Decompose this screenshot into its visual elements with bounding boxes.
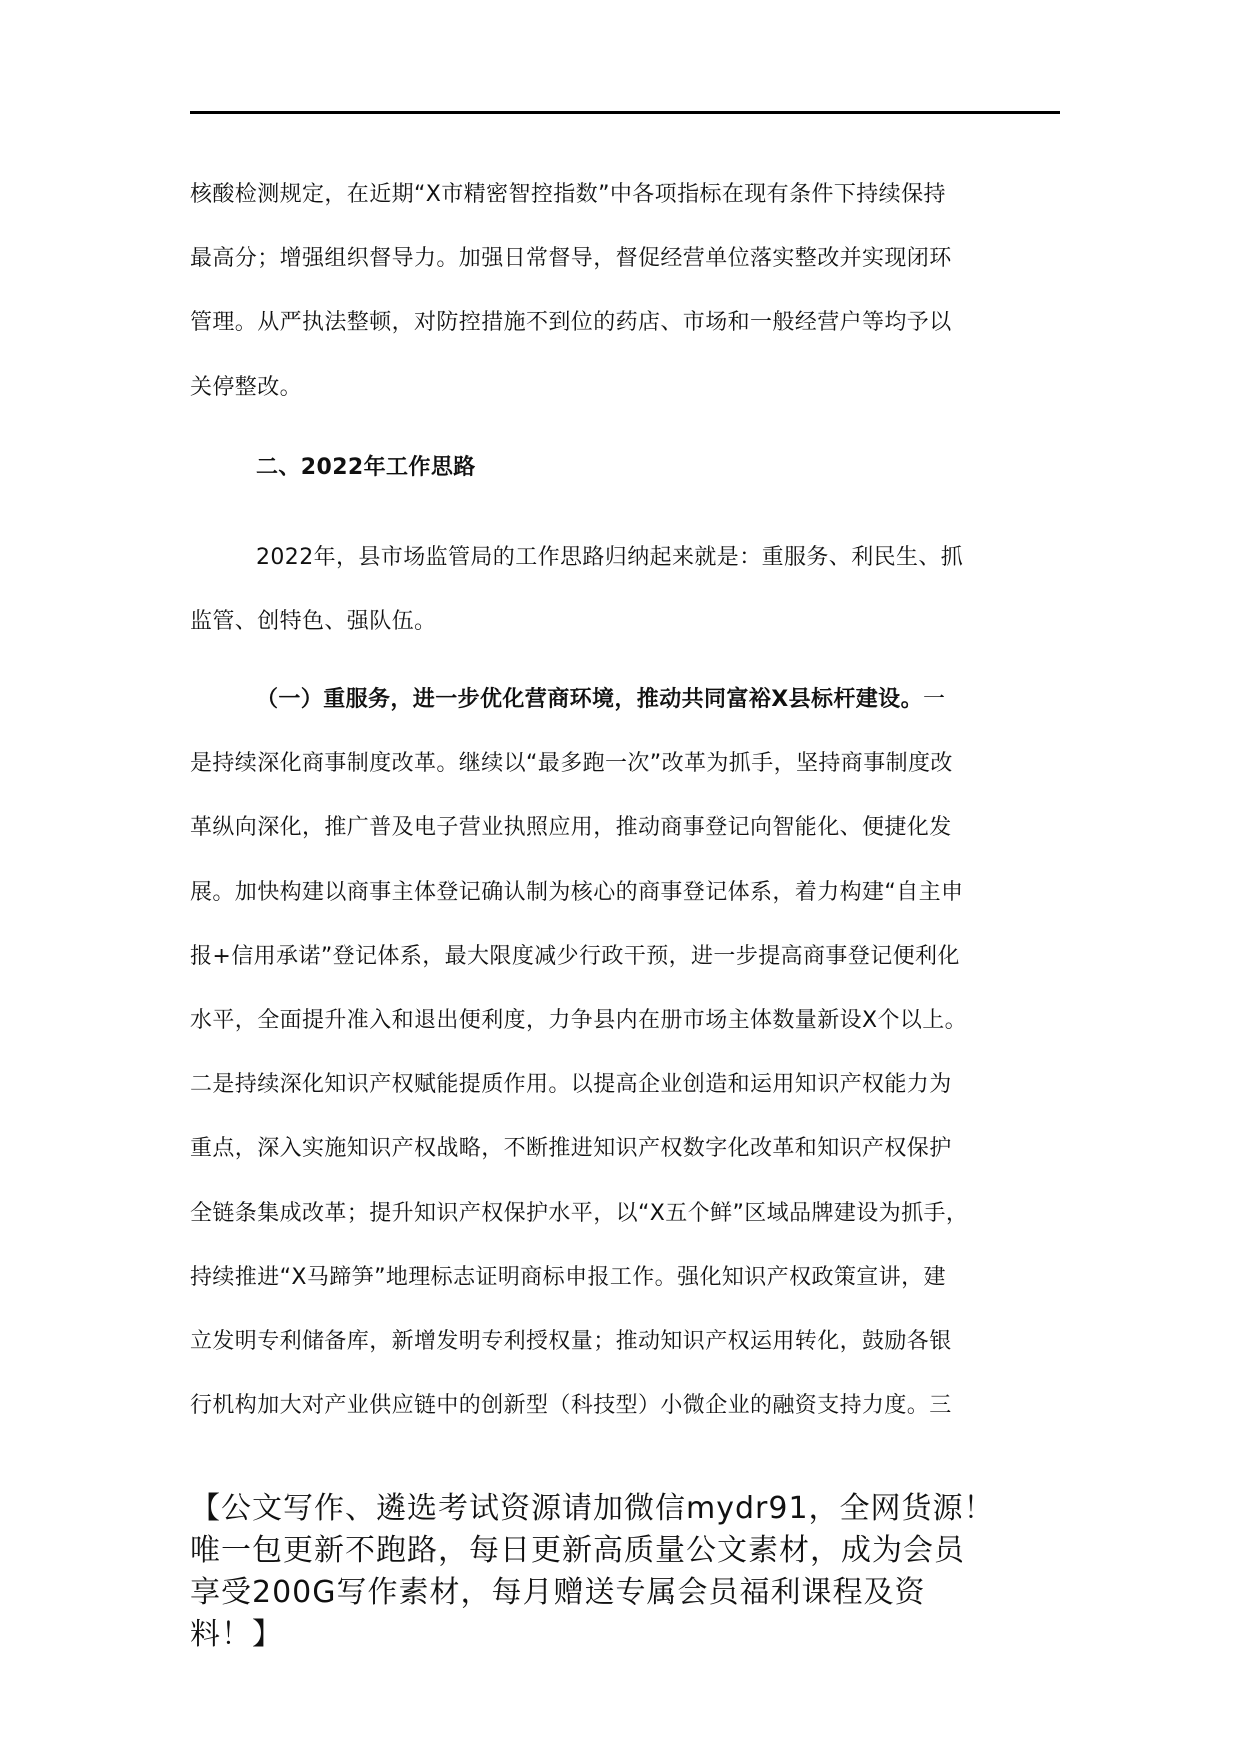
paragraph-line: 展。加快构建以商事主体登记确认制为核心的商事登记体系，着力构建“自主申: [190, 879, 964, 905]
promo-notice: [190, 1488, 1070, 1656]
paragraph-line: 水平，全面提升准入和退出便利度，力争县内在册市场主体数量新设X个以上。: [190, 1007, 968, 1033]
paragraph-line: 立发明专利储备库，新增发明专利授权量；推动知识产权运用转化，鼓励各银: [190, 1328, 952, 1354]
paragraph-line: 2022年，县市场监管局的工作思路归纳起来就是：重服务、利民生、抓: [256, 545, 964, 570]
notice-line: 【公文写作、遴选考试资源请加微信mydr91，全网货源！: [190, 1491, 995, 1526]
paragraph-summary: [190, 526, 1062, 654]
header-rule: [190, 111, 1060, 114]
paragraph-line: 全链条集成改革；提升知识产权保护水平，以“X五个鲜”区域品牌建设为抓手，: [190, 1200, 969, 1226]
notice-line: 享受200G写作素材，每月赠送专属会员福利课程及资: [190, 1575, 926, 1610]
paragraph-line: 是持续深化商事制度改革。继续以“最多跑一次”改革为抓手，坚持商事制度改: [190, 751, 953, 777]
paragraph-line: 核酸检测规定，在近期“X市精密智控指数”中各项指标在现有条件下持续保持: [190, 182, 946, 207]
paragraph-line: 关停整改。: [190, 374, 303, 400]
paragraph-line-tail: 一: [922, 687, 946, 712]
subsection-heading: （一）重服务，进一步优化营商环境，推动共同富裕X县标杆建设。: [256, 687, 923, 712]
section-heading-wrap: [190, 436, 1062, 500]
notice-line: 唯一包更新不跑路，每日更新高质量公文素材，成为会员: [190, 1533, 965, 1568]
paragraph-line: 革纵向深化，推广普及电子营业执照应用，推动商事登记向智能化、便捷化发: [190, 815, 952, 841]
paragraph-line: 重点，深入实施知识产权战略，不断推进知识产权数字化改革和知识产权保护: [190, 1136, 952, 1162]
paragraph-line: 管理。从严执法整顿，对防控措施不到位的药店、市场和一般经营户等均予以: [190, 310, 952, 336]
paragraph-service: [190, 668, 1062, 1438]
paragraph-line: 报+信用承诺”登记体系，最大限度减少行政干预，进一步提高商事登记便利化: [190, 943, 960, 969]
paragraph-line: 行机构加大对产业供应链中的创新型（科技型）小微企业的融资支持力度。三: [190, 1393, 952, 1419]
paragraph-line: 监管、创特色、强队伍。: [190, 609, 437, 635]
paragraph-first-line: [190, 668, 1062, 732]
paragraph-continuation: [190, 163, 1062, 420]
paragraph-line: 最高分；增强组织督导力。加强日常督导，督促经营单位落实整改并实现闭环: [190, 246, 952, 272]
notice-line: 料！】: [190, 1617, 283, 1652]
paragraph-line: 持续推进“X马蹄笋”地理标志证明商标申报工作。强化知识产权政策宣讲，建: [190, 1264, 946, 1290]
section-heading: 二、2022年工作思路: [256, 455, 476, 480]
paragraph-line: 二是持续深化知识产权赋能提质作用。以提高企业创造和运用知识产权能力为: [190, 1072, 952, 1098]
